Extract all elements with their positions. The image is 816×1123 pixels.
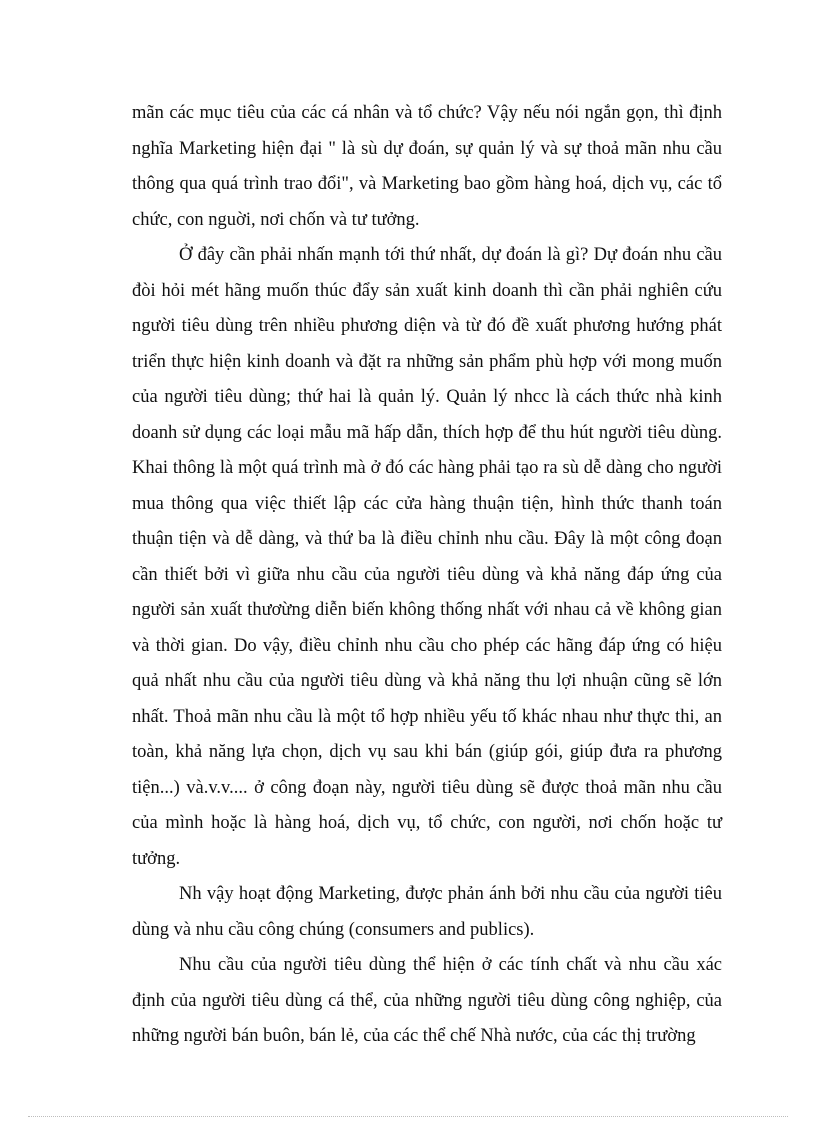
- page-bottom-divider: [28, 1116, 788, 1117]
- paragraph-marketing-definition: mãn các mục tiêu của các cá nhân và tổ chức? Vậy nếu nói ngắn gọn, thì định nghĩa Marketing hiện đại " là sù dự đoán, sự quản lý và sự thoả mãn nhu cầu thông qua quá trình trao đổi", và Marketing bao gồm hàng hoá, dịch vụ, các tổ chức, con nguời, nơi chốn và tư tưởng.: [132, 103, 722, 230]
- paragraph-consumer-needs: Nhu cầu của người tiêu dùng thể hiện ở các tính chất và nhu cầu xác định của người tiêu dùng cá thể, của những người tiêu dùng công nghiệp, của những người bán buôn, bán lẻ, của các thể chế Nhà nước, của các thị trường: [132, 955, 722, 1046]
- paragraph-marketing-activity: Nh vậy hoạt động Marketing, được phản ánh bởi nhu cầu của người tiêu dùng và nhu cầu công chúng (consumers and publics).: [132, 884, 722, 940]
- paragraph-forecasting-management: Ở đây cần phải nhấn mạnh tới thứ nhất, dự đoán là gì? Dự đoán nhu cầu đòi hỏi mét hãng muốn thúc đẩy sản xuất kinh doanh thì cần phải nghiên cứu người tiêu dùng trên nhiều phương diện và từ đó đề xuất phương hướng phát triển thực hiện kinh doanh và đặt ra những sản phẩm phù hợp với mong muốn của người tiêu dùng; thứ hai là quản lý. Quản lý nhcc là cách thức nhà kinh doanh sử dụng các loại mẫu mã hấp dẫn, thích hợp để thu hút người tiêu dùng. Khai thông là một quá trình mà ở đó các hàng phải tạo ra sù dễ dàng cho người mua thông qua việc thiết lập các cửa hàng thuận tiện, hình thức thanh toán thuận tiện và dễ dàng, và thứ ba là điều chỉnh nhu cầu. Đây là một công đoạn cần thiết bởi vì giữa nhu cầu của người tiêu dùng và khả năng đáp ứng của người sản xuất thươừng diễn biến không thống nhất với nhau cả về không gian và thời gian. Do vậy, điều chỉnh nhu cầu cho phép các hãng đáp ứng có hiệu quả nhất nhu cầu của người tiêu dùng và khả năng thu lợi nhuận cũng sẽ lớn nhất. Thoả mãn nhu cầu là một tổ hợp nhiều yếu tố khác nhau như thực thi, an toàn, khả năng lựa chọn, dịch vụ sau khi bán (giúp gói, giúp đưa ra phương tiện...) và.v.v.... ở công đoạn này, người tiêu dùng sẽ được thoả mãn nhu cầu của mình hoặc là hàng hoá, dịch vụ, tổ chức, con người, nơi chốn hoặc tư tưởng.: [132, 245, 722, 869]
- document-body: [132, 96, 722, 1055]
